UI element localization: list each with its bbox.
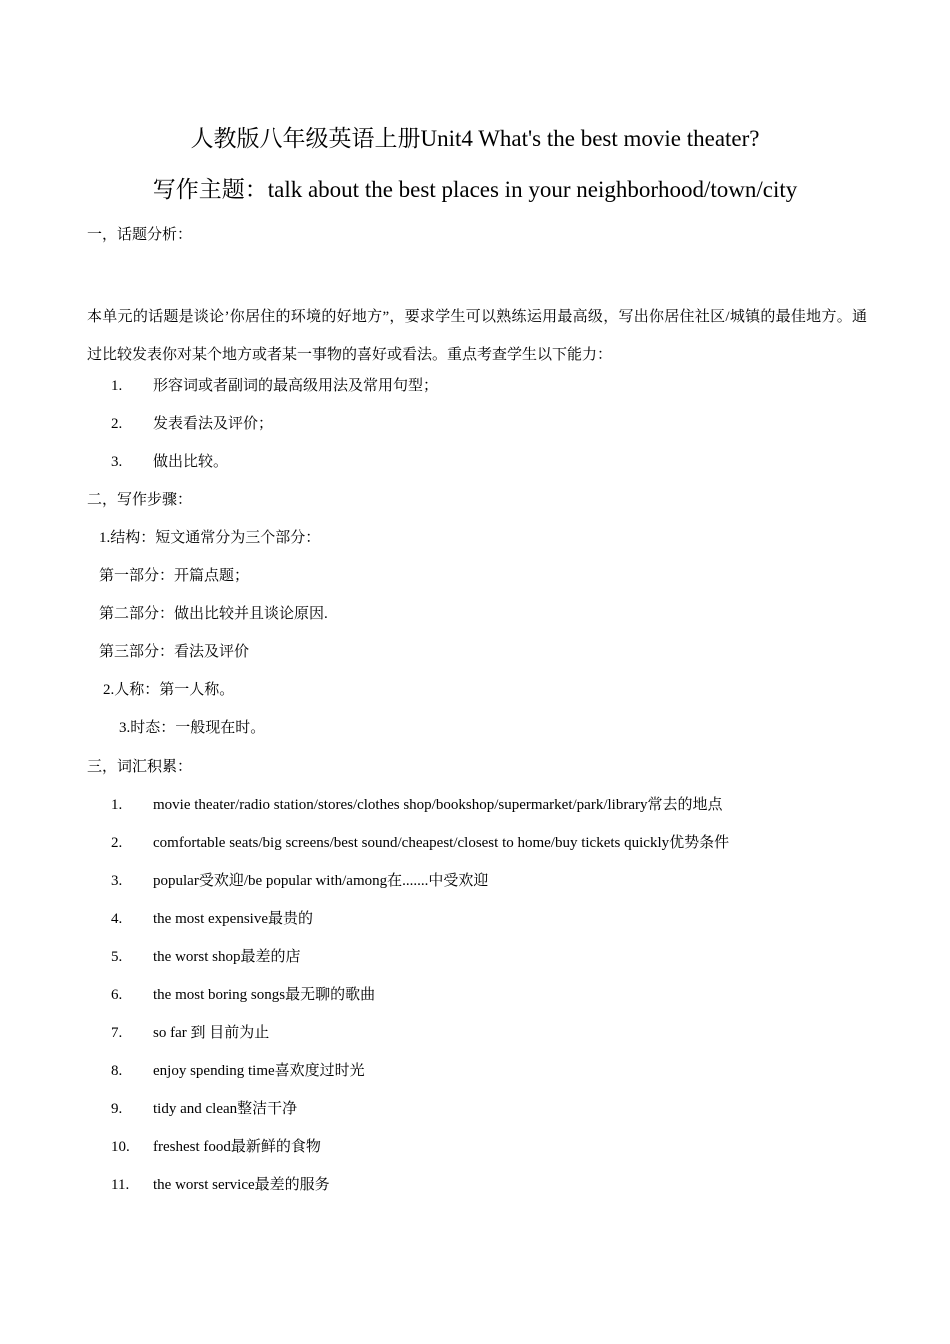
list-item-text: enjoy spending time喜欢度过时光 (153, 1063, 365, 1079)
list-item-number: 2. (111, 416, 123, 432)
list-item-number: 7. (111, 1025, 123, 1041)
tense-line: 3.时态：一般现在时。 (119, 720, 266, 736)
list-item-number: 3. (111, 873, 123, 889)
list-item-text: the most boring songs最无聊的歌曲 (153, 987, 376, 1003)
section3-heading: 三，词汇积累： (87, 759, 193, 775)
list-item-number: 3. (111, 454, 123, 470)
section1-paragraph: 本单元的话题是谈论’你居住的环境的好地方”，要求学生可以熟练运用最高级，写出你居住社区/城镇的最佳地方。通过比较发表你对某个地方或者某一事物的喜好或看法。重点考查学生以下能力： (87, 309, 867, 363)
part1-line: 第一部分：开篇点题； (99, 568, 250, 584)
list-item-text: 做出比较。 (153, 454, 229, 470)
document-title: 人教版八年级英语上册Unit4 What's the best movie theater? (190, 126, 760, 151)
list-item-number: 6. (111, 987, 123, 1003)
list-item-number: 11. (111, 1177, 130, 1193)
list-item-text: freshest food最新鲜的食物 (153, 1139, 321, 1155)
list-item-text: so far 到 目前为止 (153, 1025, 270, 1041)
list-item-number: 2. (111, 835, 123, 851)
list-item-text: the worst service最差的服务 (153, 1177, 330, 1193)
section1-heading: 一，话题分析： (87, 227, 193, 243)
list-item-number: 1. (111, 378, 123, 394)
section2-heading: 二，写作步骤： (87, 492, 193, 508)
list-item-number: 9. (111, 1101, 123, 1117)
person-line: 2.人称：第一人称。 (103, 682, 235, 698)
part3-line: 第三部分：看法及评价 (99, 644, 250, 660)
list-item-number: 5. (111, 949, 123, 965)
list-item-text: 形容词或者副词的最高级用法及常用句型； (153, 378, 439, 394)
structure-line: 1.结构：短文通常分为三个部分： (99, 530, 321, 546)
list-item-text: the most expensive最贵的 (153, 911, 313, 927)
list-item-number: 8. (111, 1063, 123, 1079)
list-item-text: comfortable seats/big screens/best sound/cheapest/closest to home/buy tickets quickly优势条件 (153, 835, 730, 851)
list-item-text: tidy and clean整洁干净 (153, 1101, 298, 1117)
list-item-text: movie theater/radio station/stores/clothes shop/bookshop/supermarket/park/library常去的地点 (153, 797, 723, 813)
list-item-number: 4. (111, 911, 123, 927)
list-item-number: 10. (111, 1139, 130, 1155)
document-subtitle: 写作主题：talk about the best places in your neighborhood/town/city (152, 177, 798, 202)
list-item-text: popular受欢迎/be popular with/among在.......中受欢迎 (153, 873, 489, 889)
list-item-text: 发表看法及评价； (153, 416, 274, 432)
part2-line: 第二部分：做出比较并且谈论原因. (99, 606, 328, 622)
list-item-text: the worst shop最差的店 (153, 949, 301, 965)
list-item-number: 1. (111, 797, 123, 813)
